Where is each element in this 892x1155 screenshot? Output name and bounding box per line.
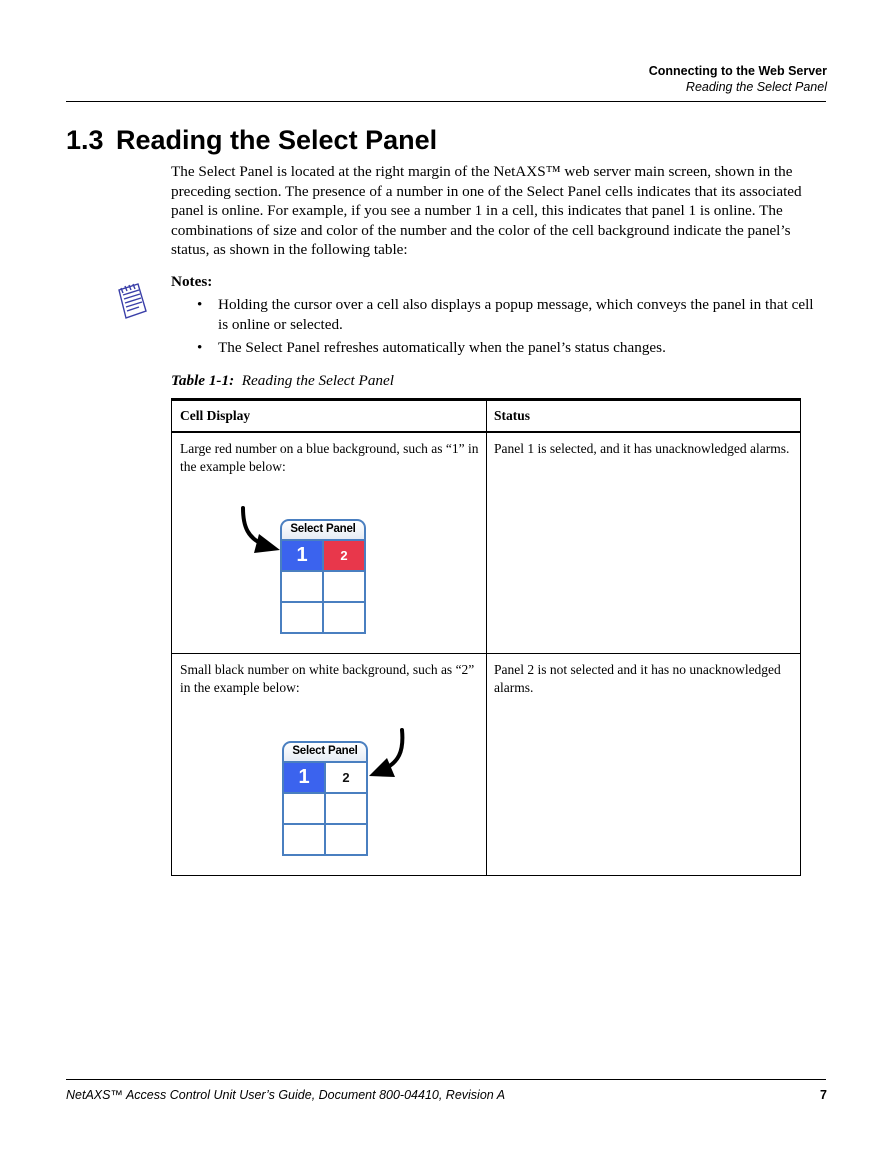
notes-title: Notes: [171, 273, 213, 290]
select-panel-example-2 [282, 741, 368, 856]
section-number: 1.3 [66, 125, 104, 155]
header-divider [66, 101, 826, 102]
panel-cell-empty [282, 603, 324, 634]
row2-cell-display-text: Small black number on white background, such as “2” in the example below: [180, 662, 475, 695]
panel-cell-empty [284, 825, 326, 856]
panel-cell-empty [326, 825, 368, 856]
row1-status-text: Panel 1 is selected, and it has unacknowledged alarms. [494, 441, 790, 456]
page-number: 7 [820, 1088, 827, 1102]
section-heading [66, 122, 437, 158]
select-panel-grid [282, 761, 368, 856]
panel-cell-empty [284, 794, 326, 825]
running-header [649, 63, 827, 95]
row-divider [172, 653, 800, 654]
select-panel-title: Select Panel [282, 741, 368, 761]
section-title: Reading the Select Panel [116, 125, 438, 155]
footer-document-title: NetAXS™ Access Control Unit User’s Guide, Document 800-04410, Revision A [66, 1088, 506, 1102]
column-header-cell-display: Cell Display [180, 408, 251, 423]
list-item: • The Select Panel refreshes automatically when the panel’s status changes. [171, 338, 826, 358]
panel-cell-empty [324, 603, 366, 634]
footer-divider [66, 1079, 826, 1080]
running-header-section: Reading the Select Panel [685, 80, 827, 94]
header-rule [172, 431, 800, 433]
running-header-chapter: Connecting to the Web Server [648, 64, 827, 78]
list-item: • Holding the cursor over a cell also displays a popup message, which conveys the panel in that cell is online or selected. [171, 295, 826, 334]
arrow-icon [366, 727, 416, 781]
notes-list [171, 295, 826, 362]
panel-cell-empty [326, 794, 368, 825]
arrow-icon [236, 505, 284, 557]
column-header-status: Status [494, 408, 531, 423]
select-panel-grid [280, 539, 366, 634]
table-caption-label: Table 1-1: [171, 372, 235, 389]
panel-cell-2: 2 [324, 541, 366, 572]
intro-paragraph: The Select Panel is located at the right margin of the NetAXS™ web server main screen, shown in the preceding section. The presence of a number in one of the Select Panel cells indicates that its associated panel is online. For example, if you see a number 1 in a cell, this indicates that panel 1 is online. The combinations of size and color of the number and the color of the cell background indicate the panel’s status, as shown in the following table: [171, 163, 802, 258]
note-pad-icon [113, 281, 149, 321]
table-caption-title: Reading the Select Panel [241, 372, 394, 389]
select-panel-table [171, 398, 801, 876]
column-divider [486, 401, 487, 875]
select-panel-example-1 [280, 519, 366, 634]
panel-cell-empty [324, 572, 366, 603]
row1-cell-display-text: Large red number on a blue background, such as “1” in the example below: [180, 441, 479, 474]
panel-cell-2: 2 [326, 763, 368, 794]
panel-cell-empty [282, 572, 324, 603]
select-panel-title: Select Panel [280, 519, 366, 539]
row2-status-text: Panel 2 is not selected and it has no unacknowledged alarms. [494, 662, 781, 695]
table-caption [171, 371, 394, 391]
panel-cell-1: 1 [282, 541, 324, 572]
panel-cell-1: 1 [284, 763, 326, 794]
